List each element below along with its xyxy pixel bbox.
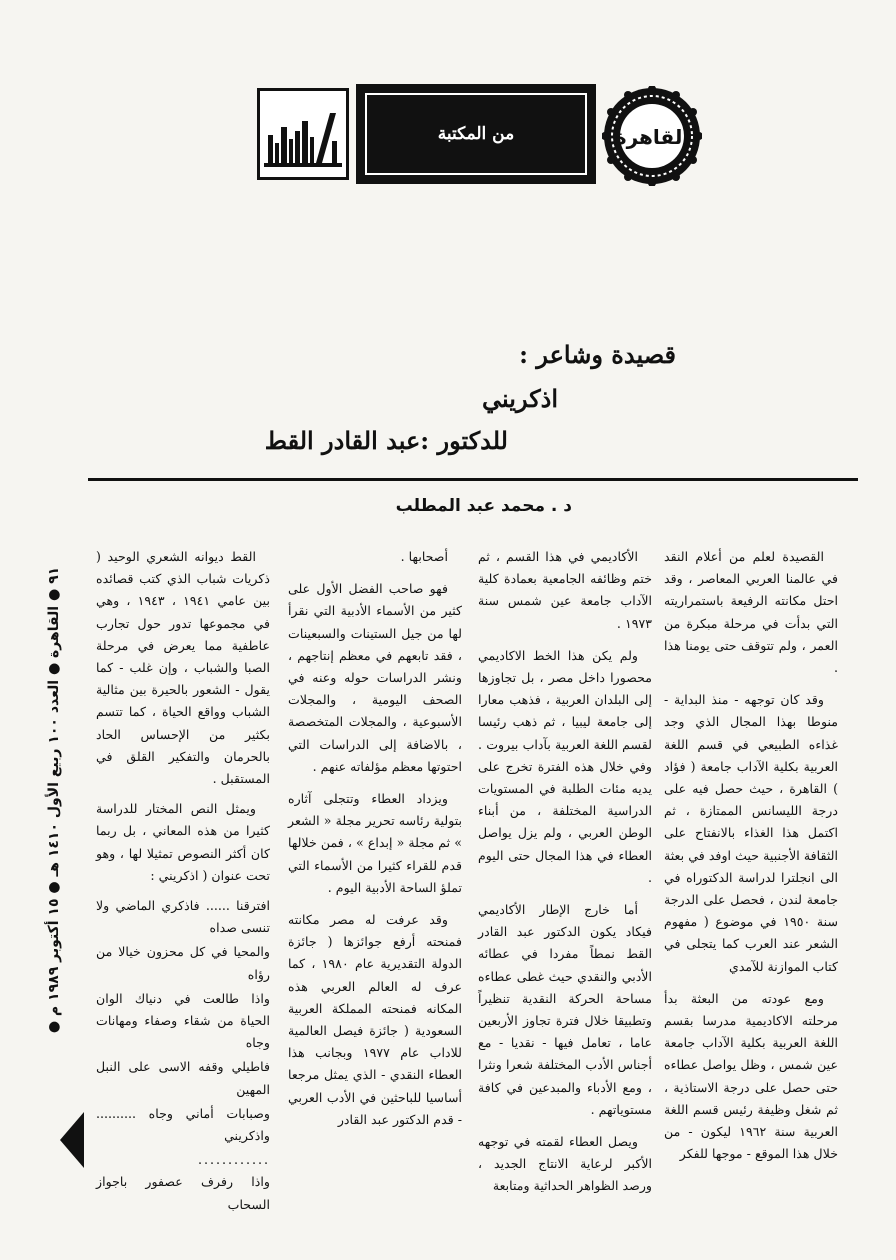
- poem-line: واذا رفرف عصفور باجواز السحاب: [96, 1174, 270, 1212]
- section-title: من المكتبة: [437, 124, 515, 144]
- issue-info: ٩١ ● القاهرة ● العدد ١٠٠ ربيع الأول ١٤١٠ هـ ● ١٥ أكتوبر ١٩٨٩ م ●: [46, 566, 62, 1034]
- paragraph: أصحابها .: [400, 549, 448, 564]
- poem-excerpt: [96, 895, 270, 1216]
- paragraph: ويزداد العطاء وتتجلى آثاره بتولية رئاسه تحرير مجلة « الشعر » ثم مجلة « إبداع » ، فمن خلالها قدم للقراء كثيرا من الأسماء التي تملؤ الساحة الأدبية اليوم .: [288, 791, 462, 895]
- headline-line-2: اذكريني: [482, 384, 558, 413]
- paragraph: القصيدة لعلم من أعلام النقد في عالمنا العربي المعاصر ، وقد احتل مكانته الرفيعة باستمراريته التي بدأت في مرحلة مبكرة من العمر ، ولم تتوقف حتى يومنا هذا .: [664, 549, 838, 676]
- article-column-1: [664, 546, 838, 1175]
- poem-line: فاطيلي وقفه الاسى على النبل المهين: [96, 1059, 270, 1097]
- headline-line-1: قصيدة وشاعر :: [519, 340, 676, 369]
- issue-info-band: [42, 560, 66, 1040]
- page-marker-icon: [60, 1112, 84, 1168]
- poem-separator: ............: [197, 1152, 270, 1168]
- article-column-2: [478, 546, 652, 1208]
- paragraph: ويصل العطاء لقمته في توجهه الأكبر لرعاية الانتاج الجديد ، ورصد الظواهر الحداثية ومتابعة: [478, 1134, 652, 1194]
- seal-icon: [602, 86, 702, 186]
- header: [250, 84, 702, 184]
- paragraph: وقد كان توجهه - منذ البداية - منوطا بهذا المجال الذي وجد غذاءه الطبيعي في قسم اللغة العربية بكلية الآداب جامعة ( فؤاد ) القاهرة ، حيث حصل فيه على درجة الليسانس الممتازة ، ثم اكتمل هذا الغذاء بالانفتاح على الثقافة الأجنبية حيث اوفد في بعثة الى انجلترا لدراسة الدكتوراه في جامعة لندن ، فحصل على الدرجة سنة ١٩٥٠ في موضوع ( مفهوم الشعر عند العرب كما يتجلى في كتاب الموازنة للآمدي: [664, 692, 838, 974]
- svg-text:القاهرة: القاهرة: [614, 125, 690, 149]
- poem-line: واذا طالعت في دنياك الوان الحياة من شقاء وصفاء ومهانات وجاه: [96, 990, 270, 1051]
- paragraph: فهو صاحب الفضل الأول على كثير من الأسماء الأدبية التي نقرأ لها من جيل الستينات والسبعينات ، فقد تابعهم في معظم إنتاجهم ، ونشر الدراسات حوله وعنه في الصحف اليومية ، والمجلات الأسبوعية ، والمجلات المتخصصة ، بالاضافة إلى الدراسات التي احتوتها معظم مؤلفاته عنهم .: [288, 581, 462, 774]
- books-on-shelf-icon: [257, 88, 349, 180]
- article-column-3: [288, 546, 462, 1141]
- poem-line: افترقنا ...... فاذكري الماضي ولا تنسى صداه: [96, 898, 270, 936]
- poem-line: وصبابات أماني وجاه .......... واذكريني: [96, 1105, 270, 1144]
- poem-line: والمحيا في كل محزون خيالا من رؤاه: [96, 944, 270, 982]
- paragraph: القط ديوانه الشعري الوحيد ( ذكريات شباب الذي كتب قصائده بين عامي ١٩٤١ ، ١٩٤٣ ، وهي في مجموعها تدور حول تجارب عاطفية مما يعرض في مرحلة الصبا والشباب ، وإن غلب - كما يقول - الشعور بالحيرة بين مثالية الشباب وواقع الحياة ، كما تتسم بكثير من الإحساس الحاد بالحرمان والتفكير القلق في المستقبل .: [96, 549, 270, 787]
- paragraph: الأكاديمي في هذا القسم ، ثم ختم وظائفه الجامعية بعمادة كلية الآداب جامعة عين شمس سنة ١٩٧٣ .: [478, 549, 652, 631]
- magazine-logo: [602, 86, 702, 186]
- headline-line-3: للدكتور :عبد القادر القط: [264, 426, 508, 455]
- author-byline: د . محمد عبد المطلب: [395, 496, 572, 516]
- divider: [88, 478, 858, 481]
- article-column-4: [96, 546, 270, 1218]
- paragraph: أما خارج الإطار الأكاديمي فيكاد يكون الدكتور عبد القادر القط نمطاً مفردا في عطائه الأدبي والنقدي حيث غطى عطاءه مساحة الحركة النقدية تنظيراً وتطبيقا خلال فترة تجاوز الأربعين عاما ، تعامل فيها - نقديا - مع أجناس الأدب المختلفة شعرا ونثرا ، ومع الأدباء والمبدعين في كافة مستوياتهم .: [478, 902, 652, 1117]
- paragraph: وقد عرفت له مصر مكانته فمنحته أرفع جوائزها ( جائزة الدولة التقديرية عام ١٩٨٠ ، كما عرف له العالم العربي هذه المكانه فمنحته المملكة العربية السعودية ( جائزة فيصل العالمية للاداب عام ١٩٧٧ وبجانب هذا العطاء النقدي - الذي يمثل مرجعا أساسيا للباحثين في الأدب العربي - قدم الدكتور عبد القادر: [288, 912, 463, 1127]
- paragraph: ويمثل النص المختار للدراسة كثيرا من هذه المعاني ، بل ربما كان أكثر النصوص تمثيلا لها ، وهو تحت عنوان ( اذكريني :: [96, 801, 270, 883]
- paragraph: ومع عودته من البعثة بدأ مرحلته الاكاديمية مدرسا بقسم اللغة العربية بكلية الآداب جامعة عين شمس ، وظل يواصل عطاءه حتى حصل على درجة الاستاذية ، ثم شغل وظيفة رئيس قسم اللغة العربية سنة ١٩٦٢ ليكون - من خلال هذا الموقع - موجها للفكر: [664, 990, 838, 1162]
- paragraph: ولم يكن هذا الخط الاكاديمي محصورا داخل مصر ، بل تجاوزها إلى البلدان العربية ، فذهب معارا إلى جامعة ليبيا ، ثم ذهب رئيسا لقسم اللغة العربية بآداب بيروت . وفي خلال هذه الفترة تخرج على يديه مئات الطلبة في المستويات الدراسية المختلفة ، من أبناء الوطن العربي ، ولم يزل يواصل العطاء في هذا المجال حتى اليوم .: [478, 647, 652, 885]
- section-banner: [356, 84, 596, 184]
